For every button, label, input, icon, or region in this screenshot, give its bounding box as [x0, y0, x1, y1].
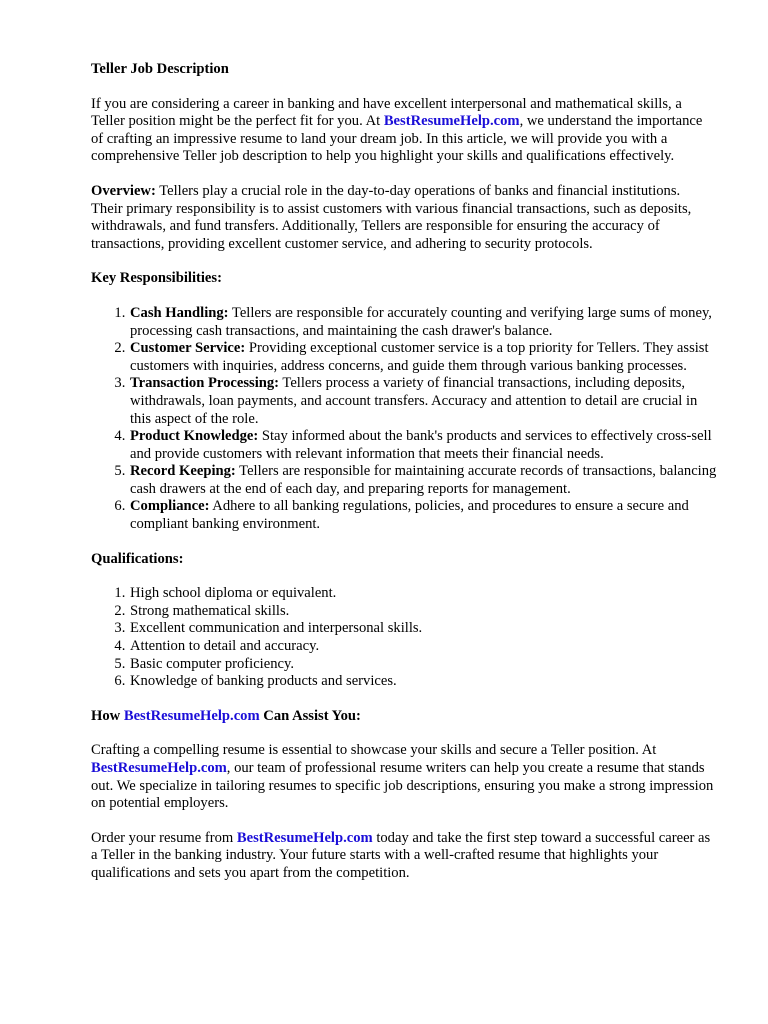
list-item: 2. Strong mathematical skills. [129, 603, 718, 621]
list-item [129, 340, 718, 375]
list-item: 4. Attention to detail and accuracy. [129, 638, 718, 656]
list-item: 1. High school diploma or equivalent. [129, 585, 718, 603]
bestresumehelp-link[interactable]: BestResumeHelp.com [236, 829, 373, 846]
closing-text-end: today and take the first step toward a successful career as a Teller in the banking industry. Your future starts with a well-crafted resume that highlights your qualifications and sets you apart from the competition. [91, 829, 711, 881]
list-item [129, 498, 718, 533]
responsibilities-list [91, 305, 718, 534]
overview-text: Tellers play a crucial role in the day-to-day operations of banks and financial institutions. Their primary responsibility is to assist customers with various financial transactions, such as deposits, withdrawals, and fund transfers. Additionally, Tellers are responsible for ensuring the accuracy of transactions, providing excellent customer service, and adhering to security protocols. [91, 182, 692, 252]
responsibilities-heading: Key Responsibilities: [91, 270, 222, 287]
overview-paragraph [91, 183, 718, 253]
list-item [129, 463, 718, 498]
assist-paragraph [91, 742, 718, 812]
overview-label: Overview: [91, 182, 156, 199]
list-item [129, 305, 718, 340]
responsibility-text: Tellers are responsible for accurately counting and verifying large sums of money, processing cash transactions, and maintaining the cash drawer's balance. [130, 304, 712, 339]
responsibility-text: Adhere to all banking regulations, policies, and procedures to ensure a secure and compliant banking environment. [130, 498, 689, 533]
responsibility-term: Compliance: [130, 498, 210, 515]
document-title: Teller Job Description [91, 61, 229, 77]
list-item [129, 428, 718, 463]
intro-text-start: If you are considering a career in banking and have excellent interpersonal and mathematical skills, a Teller position might be the perfect fit for you. At [91, 95, 682, 130]
intro-paragraph [91, 96, 718, 166]
assist-heading [91, 708, 718, 726]
list-item: 6. Knowledge of banking products and services. [129, 673, 718, 691]
responsibility-term: Product Knowledge: [130, 428, 259, 445]
list-item: 5. Basic computer proficiency. [129, 656, 718, 674]
responsibility-text: Stay informed about the bank's products and services to effectively cross-sell and provide customers with relevant information that meets their financial needs. [130, 428, 712, 462]
closing-paragraph [91, 830, 718, 883]
responsibility-text: Providing exceptional customer service is a top priority for Tellers. They assist customers with inquiries, address concerns, and guide them through various banking processes. [130, 340, 709, 374]
bestresumehelp-link[interactable]: BestResumeHelp.com [383, 113, 520, 130]
responsibility-text: Tellers are responsible for maintaining accurate records of transactions, balancing cash drawers at the end of each day, and preparing reports for management. [130, 463, 717, 497]
responsibility-term: Cash Handling: [130, 304, 229, 321]
assist-text-end: , our team of professional resume writers can help you create a resume that stands out. We specialize in tailoring resumes to specific job descriptions, ensuring you make a strong impression on potential employers. [91, 760, 714, 812]
assist-heading-end: Can Assist You: [259, 707, 361, 724]
bestresumehelp-link[interactable]: BestResumeHelp.com [123, 707, 260, 724]
bestresumehelp-link[interactable]: BestResumeHelp.com [91, 760, 227, 776]
closing-text-start: Order your resume from [91, 829, 237, 846]
responsibility-term: Customer Service: [130, 340, 246, 357]
intro-text-end: , we understand the importance of crafting an impressive resume to land your dream job. In this article, we will provide you with a comprehensive Teller job description to help you highlight your skills and qualifications effectively. [91, 113, 703, 165]
assist-heading-start: How [91, 707, 124, 724]
responsibility-term: Transaction Processing: [130, 375, 280, 392]
responsibility-text: Tellers process a variety of financial transactions, including deposits, withdrawals, loan payments, and account transfers. Accuracy and attention to detail are crucial in this aspect of the role. [130, 375, 698, 427]
qualifications-heading: Qualifications: [91, 550, 184, 567]
list-item: 3. Excellent communication and interpersonal skills. [129, 620, 718, 638]
responsibility-term: Record Keeping: [130, 463, 236, 480]
qualifications-list [91, 585, 718, 691]
assist-text-start: Crafting a compelling resume is essential to showcase your skills and secure a Teller position. At [91, 742, 657, 759]
list-item [129, 375, 718, 428]
